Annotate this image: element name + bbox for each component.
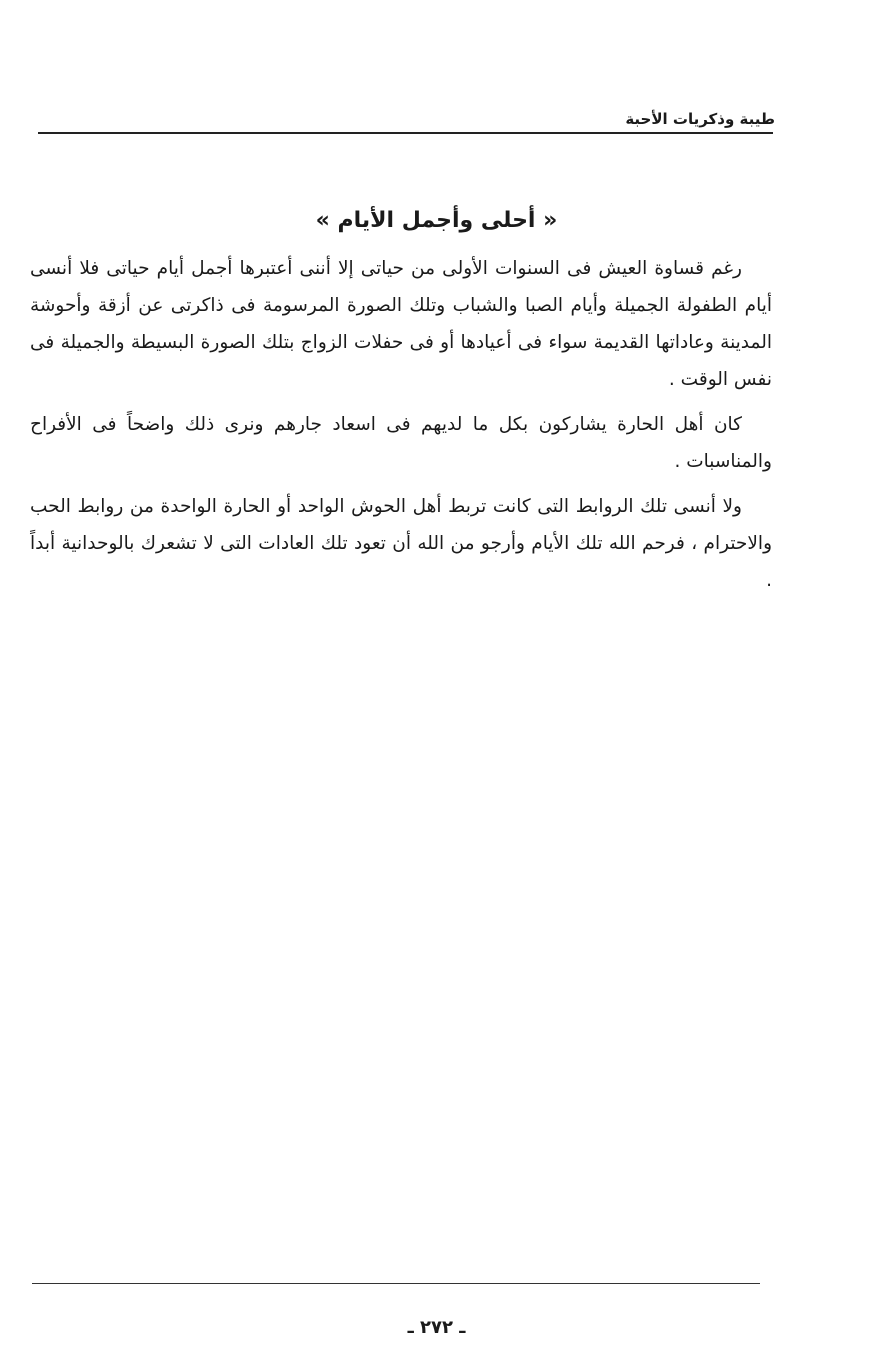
header-rule	[38, 132, 773, 134]
paragraph-3: ولا أنسى تلك الروابط التى كانت تربط أهل الحوش الواحد أو الحارة الواحدة من روابط الحب والاحترام ، فرحم الله تلك الأيام وأرجو من الله أن تعود تلك العادات التى لا تشعرك بالوحدانية أبداً .	[30, 496, 772, 591]
body-text	[30, 250, 772, 607]
footer-rule	[32, 1283, 760, 1284]
paragraph-2: كان أهل الحارة يشاركون بكل ما لديهم فى اسعاد جارهم ونرى ذلك واضحاً فى الأفراح والمناسبات .	[30, 414, 772, 472]
running-header: طيبة وذكريات الأحبة	[625, 110, 775, 128]
section-title: « أحلى وأجمل الأيام »	[315, 208, 558, 233]
paragraph-1: رغم قساوة العيش فى السنوات الأولى من حياتى إلا أننى أعتبرها أجمل أيام حياتى فلا أنسى أيام الطفولة الجميلة وأيام الصبا والشباب وتلك الصورة المرسومة فى ذاكرتى عن أزقة وأحوشة المدينة وعاداتها القديمة سواء فى أعيادها أو فى حفلات الزواج بتلك الصورة البسيطة والجميلة فى نفس الوقت .	[30, 258, 772, 390]
page-number: ـ ٢٧٢ ـ	[407, 1317, 466, 1338]
